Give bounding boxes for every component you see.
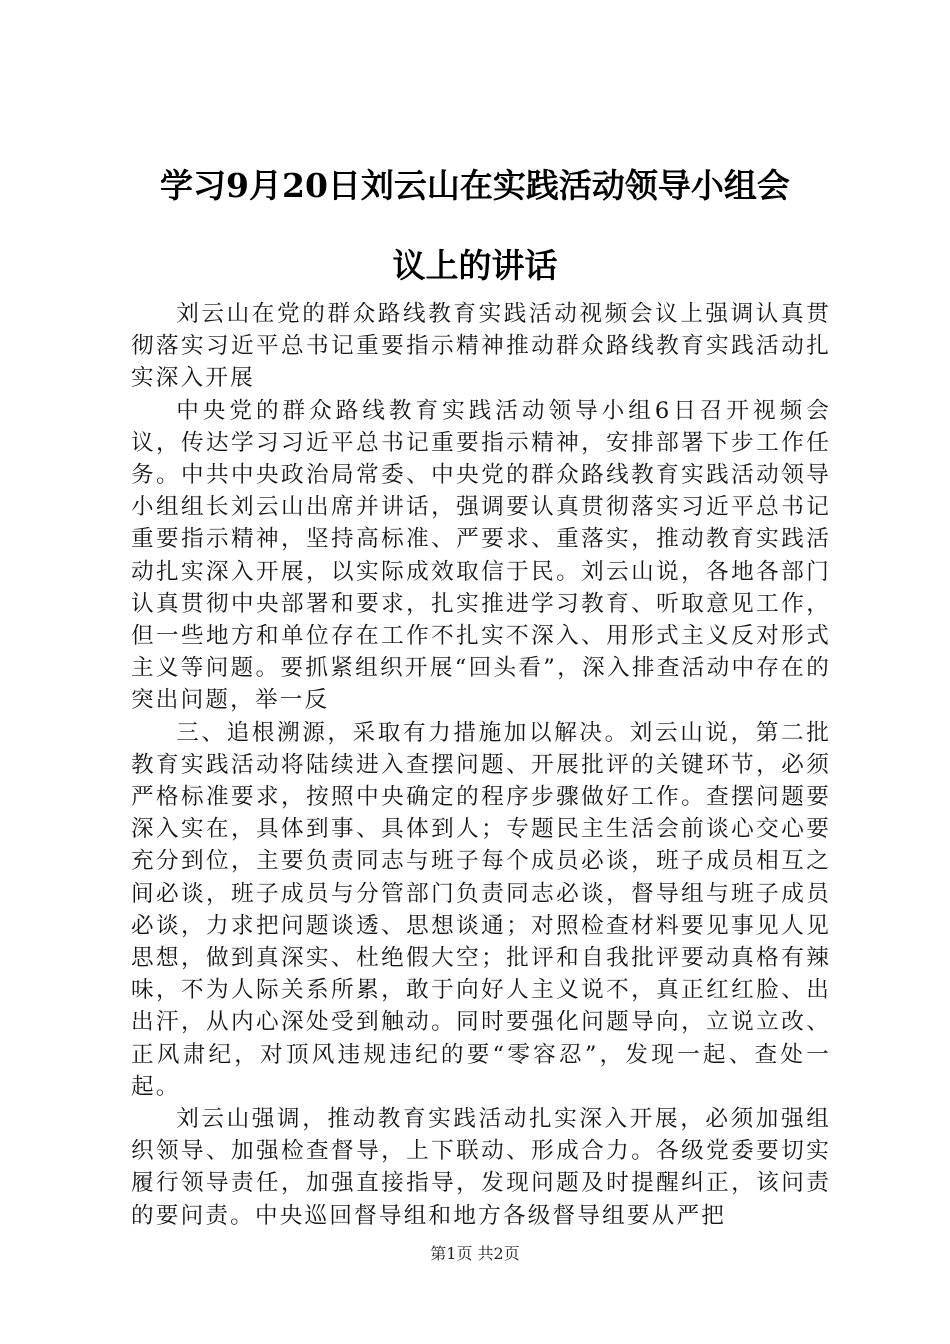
paragraph-1: 刘云山在党的群众路线教育实践活动视频会议上强调认真贯彻落实习近平总书记重要指示精神推动群众路线教育实践活动扎实深入开展 — [131, 301, 831, 392]
document-title-line-2: 议上的讲话 — [392, 246, 558, 285]
document-title-line-1: 学习9月20日刘云山在实践活动领导小组会 — [160, 166, 790, 205]
page-number-footer: 第1页 共2页 — [430, 1244, 520, 1263]
document-body — [131, 298, 831, 1232]
paragraph-2: 中央党的群众路线教育实践活动领导小组6日召开视频会议，传达学习习近平总书记重要指示精神，安排部署下步工作任务。中共中央政治局常委、中央党的群众路线教育实践活动领导小组组长刘云山出席并讲话，强调要认真贯彻落实习近平总书记重要指示精神，坚持高标准、严要求、重落实，推动教育实践活动扎实深入开展，以实际成效取信于民。刘云山说，各地各部门认真贯彻中央部署和要求，扎实推进学习教育、听取意见工作，但一些地方和单位存在工作不扎实不深入、用形式主义反对形式主义等问题。要抓紧组织开展“回头看”，深入排查活动中存在的突出问题，举一反 — [131, 397, 831, 714]
paragraph-4: 刘云山强调，推动教育实践活动扎实深入开展，必须加强组织领导、加强检查督导，上下联动、形成合力。各级党委要切实履行领导责任，加强直接指导，发现问题及时提醒纠正，该问责的要问责。中央巡回督导组和地方各级督导组要从严把 — [131, 1106, 831, 1229]
paragraph-3: 三、追根溯源，采取有力措施加以解决。刘云山说，第二批教育实践活动将陆续进入查摆问题、开展批评的关键环节，必须严格标准要求，按照中央确定的程序步骤做好工作。查摆问题要深入实在，具体到事、具体到人；专题民主生活会前谈心交心要充分到位，主要负责同志与班子每个成员必谈，班子成员相互之间必谈，班子成员与分管部门负责同志必谈，督导组与班子成员必谈，力求把问题谈透、思想谈通；对照检查材料要见事见人见思想，做到真深实、杜绝假大空；批评和自我批评要动真格有辣味，不为人际关系所累，敢于向好人主义说不，真正红红脸、出出汗，从内心深处受到触动。同时要强化问题导向，立说立改、正风肃纪，对顶风违规违纪的要“零容忍”，发现一起、查处一起。 — [131, 719, 831, 1100]
